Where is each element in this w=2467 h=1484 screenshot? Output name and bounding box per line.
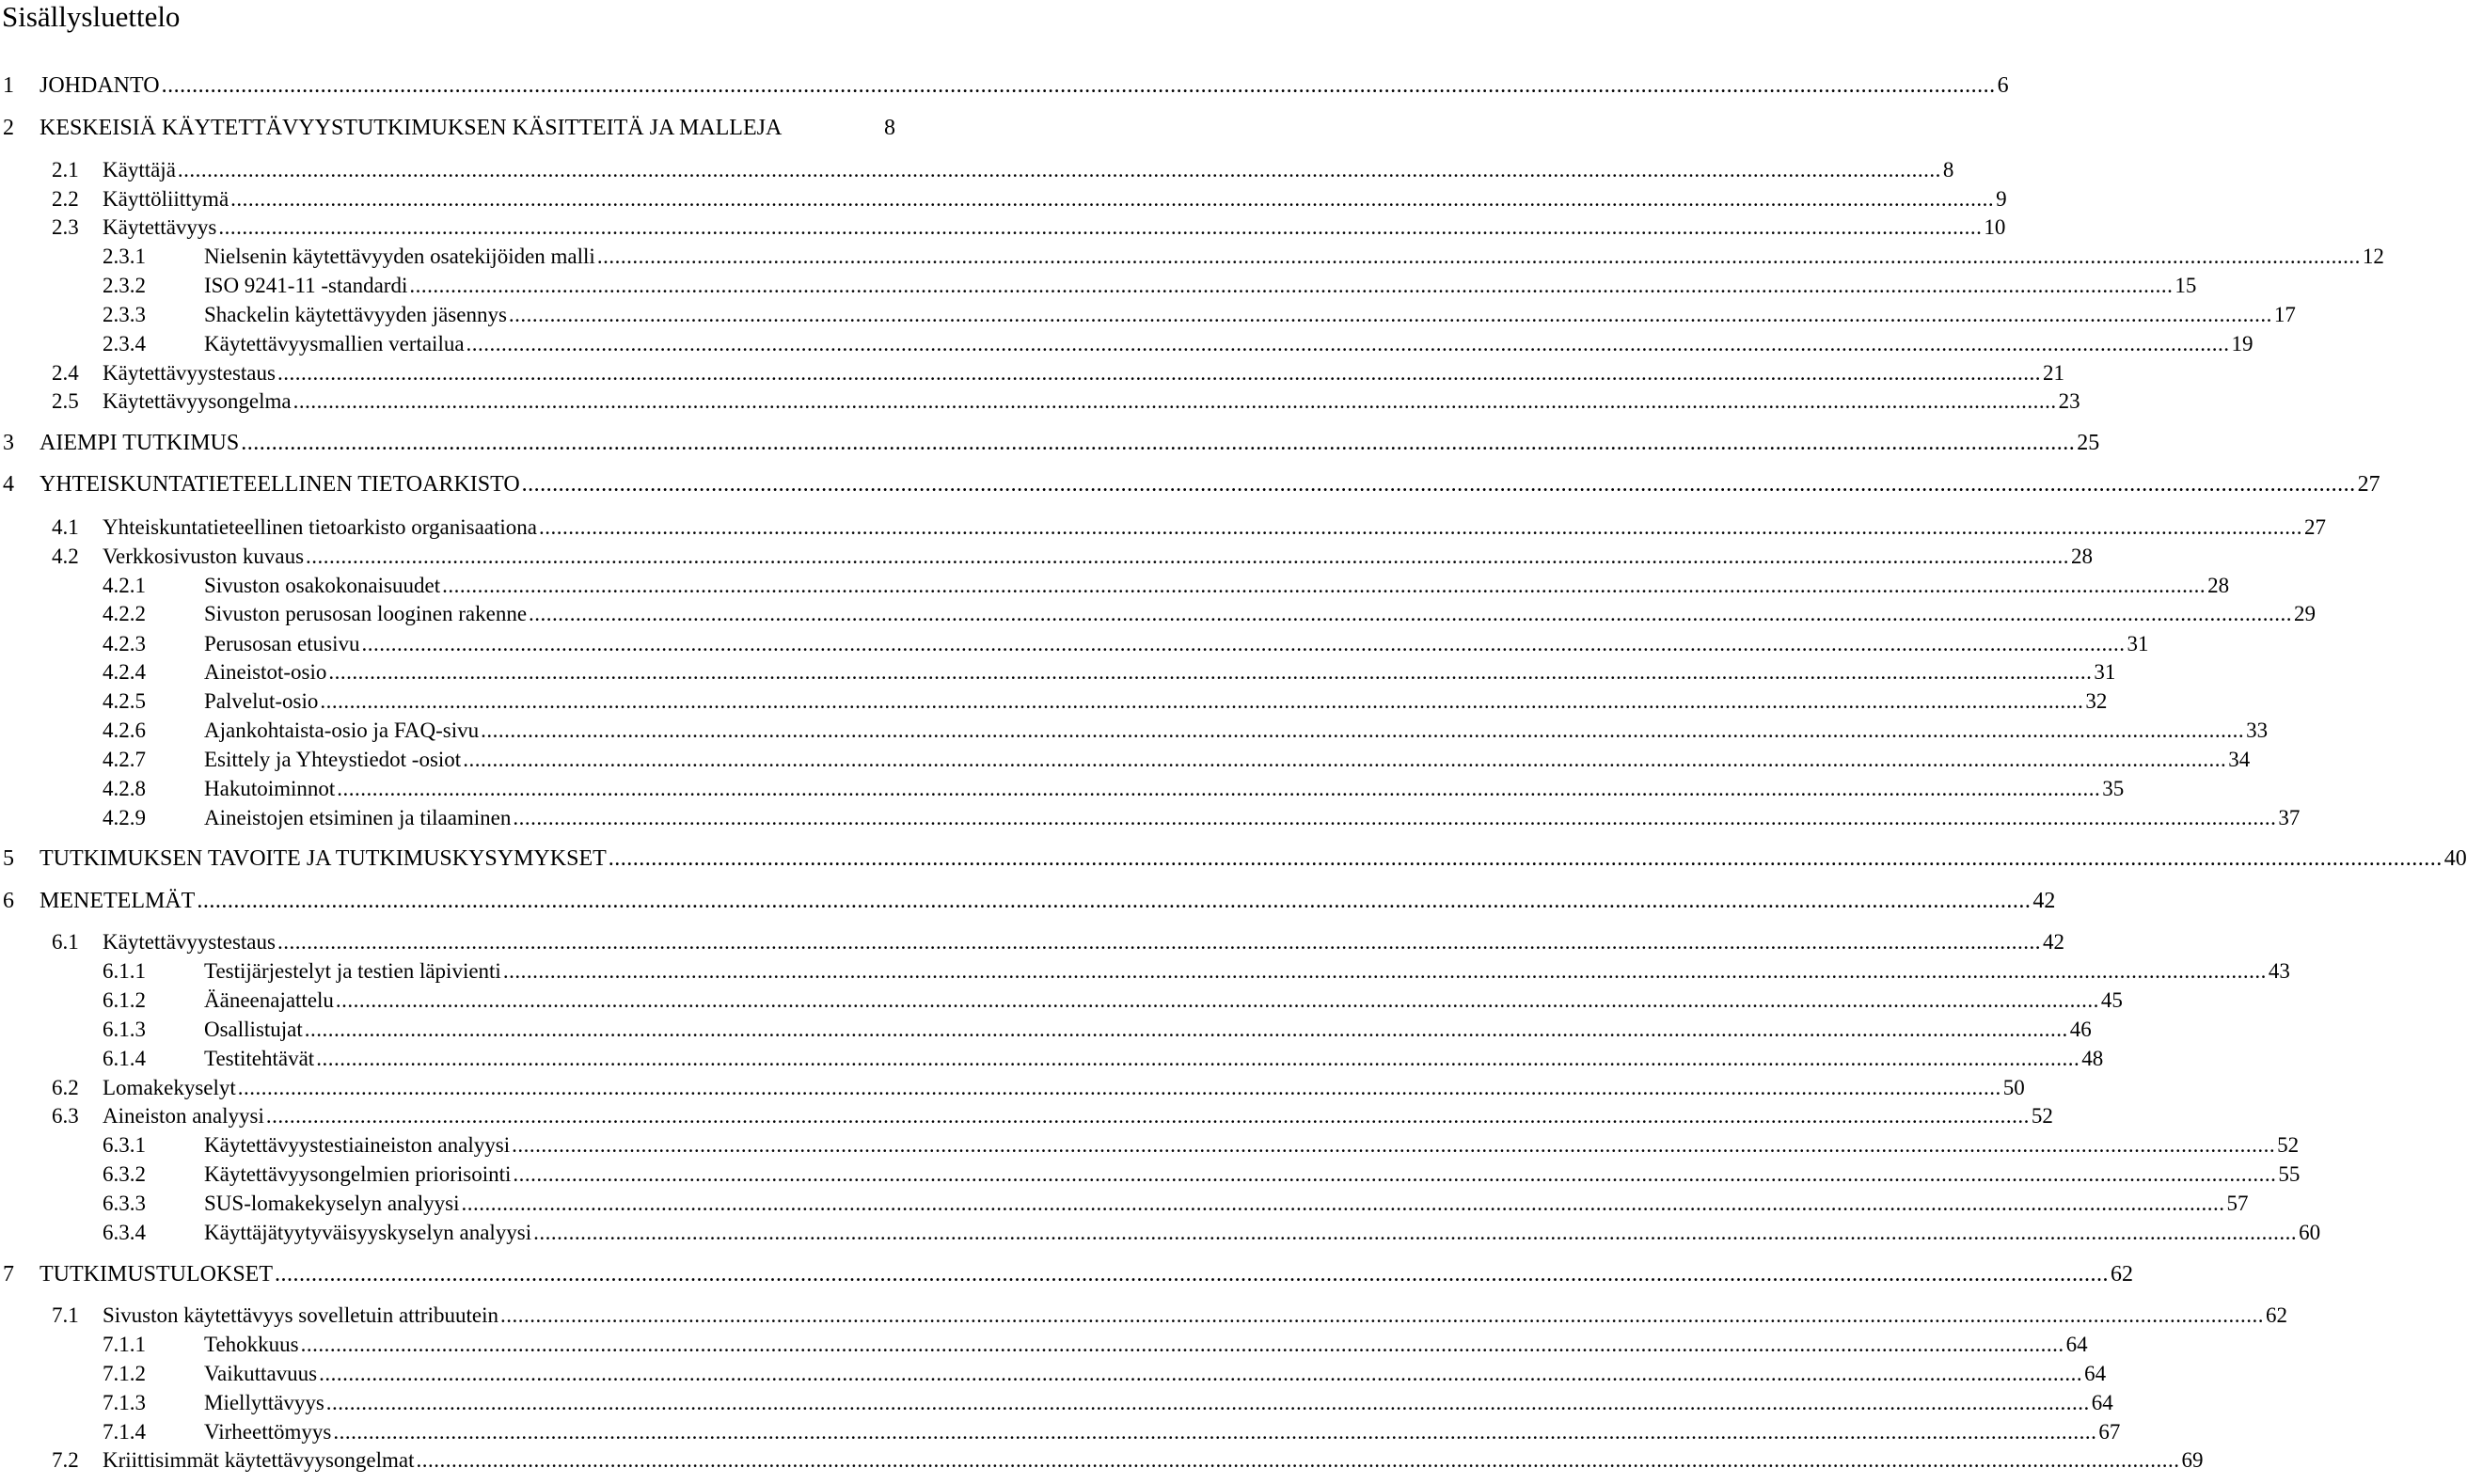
toc-entry-title: Sivuston käytettävyys sovelletuin attribuutein (103, 1303, 498, 1327)
toc-entry[interactable] (0, 687, 2108, 716)
toc-entry-number: 4.2.2 (103, 602, 146, 625)
dot-leader: ............................................................................................................................................................................................................................................................................................................ (539, 515, 2302, 539)
toc-entry-page: 23 (2058, 389, 2080, 413)
toc-entry-title: Hakutoiminnot (204, 777, 336, 800)
toc-entry-page: 64 (2084, 1362, 2107, 1385)
toc-entry-page: 10 (1984, 215, 2006, 239)
toc-entry-line (40, 845, 2467, 873)
toc-entry-number: 2.2 (52, 187, 79, 211)
toc-entry-number: 1 (3, 73, 14, 98)
toc-entry-number: 6.3 (52, 1104, 79, 1128)
toc-entry-title: Aineistot-osio (204, 660, 327, 684)
toc-entry[interactable] (0, 658, 2116, 687)
toc-entry[interactable] (0, 429, 2100, 457)
toc-entry[interactable] (0, 1389, 2113, 1417)
toc-entry-number: 4.2.7 (103, 748, 146, 771)
toc-entry-line (40, 114, 895, 142)
toc-entry-title: Testitehtävät (204, 1047, 315, 1070)
toc-entry-line (204, 1016, 2092, 1044)
toc-entry-title: TUTKIMUSTULOKSET (40, 1262, 273, 1287)
dot-leader: ............................................................................................................................................................................................................................................................................................................ (416, 1448, 2180, 1472)
toc-entry[interactable] (0, 213, 2006, 242)
toc-entry-page: 8 (1942, 158, 1954, 182)
toc-entry[interactable] (0, 330, 2254, 358)
toc-entry-line (103, 359, 2064, 387)
toc-entry[interactable] (0, 957, 2290, 986)
toc-entry[interactable] (0, 1446, 2204, 1475)
dot-leader: ............................................................................................................................................................................................................................................................................................................ (230, 187, 1995, 211)
toc-entry-page: 55 (2278, 1162, 2301, 1186)
toc-entry-title: Käytettävyysongelma (103, 389, 292, 413)
toc-entry-page: 21 (2042, 361, 2064, 385)
toc-entry-number: 4.2 (52, 545, 79, 568)
toc-entry-number: 6.1 (52, 930, 79, 954)
toc-entry-number: 7.1.4 (103, 1420, 146, 1444)
dot-leader: ............................................................................................................................................................................................................................................................................................................ (293, 389, 2057, 413)
dot-leader: ............................................................................................................................................................................................................................................................................................................ (481, 718, 2245, 742)
toc-entry-title: JOHDANTO (40, 73, 160, 98)
toc-entry-title: Käytettävyystestiaineiston analyysi (204, 1133, 511, 1157)
toc-entry[interactable] (0, 387, 2080, 416)
toc-entry-page: 42 (2042, 930, 2064, 954)
toc-entry-page: 33 (2246, 718, 2269, 742)
toc-entry-number: 6.1.2 (103, 988, 146, 1012)
toc-entry-title: Käyttöliittymä (103, 187, 229, 211)
toc-entry-title: Testijärjestelyt ja testien läpivienti (204, 959, 501, 983)
dot-leader: ............................................................................................................................................................................................................................................................................................................ (320, 689, 2084, 713)
toc-entry-number: 4.2.5 (103, 689, 146, 713)
toc-entry[interactable] (0, 1260, 2133, 1288)
toc-entry-line (204, 1219, 2321, 1247)
toc-entry-title: Lomakekyselyt (103, 1076, 236, 1099)
toc-entry-line (204, 987, 2123, 1015)
toc-entry-line (103, 1302, 2287, 1330)
toc-entry[interactable] (0, 775, 2125, 803)
toc-entry-page: 64 (2065, 1333, 2088, 1356)
dot-leader: ............................................................................................................................................................................................................................................................................................................ (237, 1076, 2001, 1099)
toc-entry-line (40, 887, 2056, 915)
toc-entry-title: ISO 9241-11 -standardi (204, 274, 408, 297)
dot-leader: ............................................................................................................................................................................................................................................................................................................ (325, 1391, 2090, 1414)
toc-entry-line (40, 1260, 2133, 1288)
toc-entry-page: 37 (2278, 806, 2301, 829)
toc-entry-number: 7.1 (52, 1303, 79, 1327)
toc-entry[interactable] (0, 359, 2064, 387)
toc-entry-title: Ääneenajattelu (204, 988, 334, 1012)
toc-entry-page: 62 (2265, 1303, 2287, 1327)
toc-entry-line (204, 658, 2116, 687)
dot-leader: ............................................................................................................................................................................................................................................................................................................ (608, 846, 2443, 871)
toc-entry[interactable] (0, 543, 2094, 571)
dot-leader: ............................................................................................................................................................................................................................................................................................................ (300, 1333, 2064, 1356)
toc-entry[interactable] (0, 1016, 2092, 1044)
toc-entry-page: 52 (2031, 1104, 2053, 1128)
toc-entry-number: 2 (3, 116, 14, 140)
dot-leader: ............................................................................................................................................................................................................................................................................................................ (335, 988, 2099, 1012)
toc-entry-number: 6.3.3 (103, 1192, 146, 1215)
toc-entry-page: 32 (2085, 689, 2108, 713)
toc-entry-line (103, 543, 2094, 571)
toc-entry[interactable] (0, 1102, 2053, 1130)
toc-entry-page: 67 (2098, 1420, 2121, 1444)
toc-entry-line (204, 1389, 2113, 1417)
toc-entry[interactable] (0, 301, 2296, 329)
toc-entry-line (103, 928, 2064, 956)
dot-leader: ............................................................................................................................................................................................................................................................................................................ (274, 1262, 2109, 1287)
toc-entry[interactable] (0, 1331, 2088, 1359)
toc-entry-number: 7.1.1 (103, 1333, 146, 1356)
toc-entry-number: 7.1.3 (103, 1391, 146, 1414)
toc-entry-line (204, 746, 2251, 774)
toc-entry-line (204, 1360, 2107, 1388)
toc-entry-number: 4.2.6 (103, 718, 146, 742)
toc-entry-line (103, 1102, 2053, 1130)
toc-entry-page: 27 (2357, 472, 2380, 497)
dot-leader: ............................................................................................................................................................................................................................................................................................................ (319, 1362, 2083, 1385)
toc-entry-title: Vaikuttavuus (204, 1362, 318, 1385)
toc-entry-line (204, 775, 2125, 803)
toc-entry-title: Perusosan etusivu (204, 632, 360, 655)
toc-entry-line (204, 243, 2384, 271)
toc-entry-page: 15 (2174, 274, 2197, 297)
toc-entry-line (103, 513, 2326, 542)
dot-leader: ............................................................................................................................................................................................................................................................................................................ (502, 959, 2267, 983)
toc-entry-page: 9 (1996, 187, 2007, 211)
toc-entry-number: 4.2.8 (103, 777, 146, 800)
toc-entry-number: 4.1 (52, 515, 79, 539)
toc-entry-number: 6.1.3 (103, 1018, 146, 1041)
toc-entry-number: 6.2 (52, 1076, 79, 1099)
toc-entry-number: 2.5 (52, 389, 79, 413)
toc-entry-line (204, 600, 2317, 628)
toc-entry-page: 50 (2002, 1076, 2025, 1099)
toc-entry-line (103, 387, 2080, 416)
toc-entry-number: 6.1.1 (103, 959, 146, 983)
toc-entry-title: Tehokkuus (204, 1333, 299, 1356)
toc-entry-line (204, 1190, 2249, 1218)
toc-entry[interactable] (0, 928, 2064, 956)
toc-entry[interactable] (0, 1418, 2121, 1446)
toc-entry-number: 7.1.2 (103, 1362, 146, 1385)
toc-entry-line (204, 1045, 2104, 1073)
toc-entry-page: 28 (2207, 574, 2230, 597)
toc-entry-number: 6.1.4 (103, 1047, 146, 1070)
toc-entry-page: 25 (2077, 431, 2100, 455)
toc-entry[interactable] (0, 630, 2149, 658)
toc-entry-number: 7.2 (52, 1448, 79, 1472)
toc-entry-number: 6 (3, 889, 14, 913)
toc-entry-title: Käyttäjä (103, 158, 176, 182)
toc-entry-line (204, 1418, 2121, 1446)
toc-entry-line (204, 717, 2269, 745)
toc-entry-title: KESKEISIÄ KÄYTETTÄVYYSTUTKIMUKSEN KÄSITTEITÄ JA MALLEJA (40, 116, 783, 140)
toc-entry[interactable] (0, 1302, 2287, 1330)
toc-entry[interactable] (0, 1190, 2249, 1218)
toc-entry-line (204, 957, 2290, 986)
toc-entry-page: 34 (2228, 748, 2251, 771)
toc-entry-title: Osallistujat (204, 1018, 303, 1041)
toc-entry[interactable] (0, 1160, 2301, 1189)
page-title: Sisällysluettelo (2, 0, 181, 33)
toc-entry-page: 48 (2081, 1047, 2104, 1070)
toc-entry-line (204, 630, 2149, 658)
toc-entry-title: Käytettävyysongelmien priorisointi (204, 1162, 512, 1186)
toc-entry-number: 4 (3, 472, 14, 497)
toc-entry-number: 2.3.2 (103, 274, 146, 297)
toc-entry-title: AIEMPI TUTKIMUS (40, 431, 240, 455)
toc-entry[interactable] (0, 887, 2056, 915)
toc-entry-page: 17 (2273, 303, 2296, 326)
toc-entry-page: 8 (884, 116, 895, 140)
toc-entry[interactable] (0, 272, 2197, 300)
toc-entry-line (103, 156, 1954, 184)
toc-entry-title: Aineistojen etsiminen ja tilaaminen (204, 806, 512, 829)
toc-entry-page: 42 (2032, 889, 2056, 913)
toc-entry-number: 6.3.4 (103, 1221, 146, 1244)
dot-leader: ............................................................................................................................................................................................................................................................................................................ (461, 1192, 2225, 1215)
toc-entry-line (204, 1131, 2300, 1160)
dot-leader: ............................................................................................................................................................................................................................................................................................................ (304, 1018, 2068, 1041)
toc-entry-number: 7 (3, 1262, 14, 1287)
toc-entry-title: Käytettävyysmallien vertailua (204, 332, 465, 355)
toc-entry-title: Miellyttävyys (204, 1391, 324, 1414)
toc-entry-number: 2.1 (52, 158, 79, 182)
toc-entry[interactable] (0, 513, 2326, 542)
toc-entry-line (103, 1446, 2204, 1475)
toc-entry-page: 19 (2231, 332, 2254, 355)
toc-entry-number: 6.3.1 (103, 1133, 146, 1157)
toc-entry-page: 6 (1997, 73, 2009, 98)
toc-entry-title: Käytettävyys (103, 215, 217, 239)
dot-leader: ............................................................................................................................................................................................................................................................................................................ (161, 73, 1996, 98)
dot-leader: ............................................................................................................................................................................................................................................................................................................ (333, 1420, 2097, 1444)
toc-entry-page: 29 (2294, 602, 2317, 625)
toc-entry-title: Käytettävyystestaus (103, 930, 276, 954)
toc-entry-title: Verkkosivuston kuvaus (103, 545, 305, 568)
dot-leader: ............................................................................................................................................................................................................................................................................................................ (306, 545, 2070, 568)
toc-entry-page: 31 (2094, 660, 2116, 684)
dot-leader: ............................................................................................................................................................................................................................................................................................................ (328, 660, 2093, 684)
toc-entry-title: Sivuston osakokonaisuudet (204, 574, 441, 597)
toc-entry-number: 2.3.1 (103, 245, 146, 268)
toc-entry-title: Kriittisimmät käytettävyysongelmat (103, 1448, 415, 1472)
toc-entry-line (40, 470, 2380, 498)
dot-leader: ............................................................................................................................................................................................................................................................................................................ (177, 158, 1941, 182)
toc-entry-number: 4.2.9 (103, 806, 146, 829)
toc-entry[interactable] (0, 717, 2269, 745)
toc-entry-number: 5 (3, 846, 14, 871)
toc-entry-number: 2.3.4 (103, 332, 146, 355)
dot-leader: ............................................................................................................................................................................................................................................................................................................ (513, 806, 2277, 829)
toc-entry-line (40, 71, 2009, 100)
toc-entry-line (204, 330, 2254, 358)
toc-entry-page: 12 (2362, 245, 2384, 268)
toc-entry-line (103, 185, 2007, 213)
toc-entry-page: 31 (2127, 632, 2149, 655)
toc-entry[interactable] (0, 746, 2251, 774)
toc-entry-page: 27 (2304, 515, 2326, 539)
dot-leader: ............................................................................................................................................................................................................................................................................................................ (499, 1303, 2264, 1327)
dot-leader: ............................................................................................................................................................................................................................................................................................................ (316, 1047, 2080, 1070)
toc-entry-title: Yhteiskuntatieteellinen tietoarkisto organisaationa (103, 515, 537, 539)
toc-entry[interactable] (0, 572, 2230, 600)
toc-entry[interactable] (0, 600, 2317, 628)
toc-entry-number: 4.2.4 (103, 660, 146, 684)
toc-entry-number: 2.3 (52, 215, 79, 239)
toc-entry-page: 28 (2071, 545, 2094, 568)
toc-entry[interactable] (0, 845, 2467, 873)
toc-entry-title: TUTKIMUKSEN TAVOITE JA TUTKIMUSKYSYMYKSET (40, 846, 607, 871)
dot-leader: ............................................................................................................................................................................................................................................................................................................ (466, 332, 2230, 355)
toc-entry-number: 2.3.3 (103, 303, 146, 326)
toc-entry-title: SUS-lomakekyselyn analyysi (204, 1192, 460, 1215)
toc-entry-title: Esittely ja Yhteystiedot -osiot (204, 748, 462, 771)
toc-entry-line (204, 804, 2301, 832)
toc-entry-title: Käytettävyystestaus (103, 361, 276, 385)
toc-entry-line (204, 301, 2296, 329)
toc-entry[interactable] (0, 114, 903, 142)
dot-leader: ............................................................................................................................................................................................................................................................................................................ (463, 748, 2227, 771)
toc-entry-title: Sivuston perusosan looginen rakenne (204, 602, 528, 625)
toc-entry[interactable] (0, 1219, 2321, 1247)
dot-leader: ............................................................................................................................................................................................................................................................................................................ (337, 777, 2101, 800)
toc-entry-page: 35 (2102, 777, 2125, 800)
dot-leader: ............................................................................................................................................................................................................................................................................................................ (409, 274, 2174, 297)
toc-entry[interactable] (0, 987, 2123, 1015)
toc-entry[interactable] (0, 1360, 2107, 1388)
toc-entry-title: Käyttäjätyytyväisyyskyselyn analyysi (204, 1221, 532, 1244)
toc-entry-title: MENETELMÄT (40, 889, 196, 913)
toc-entry-line (103, 213, 2006, 242)
toc-entry[interactable] (0, 243, 2384, 271)
toc-entry-page: 64 (2091, 1391, 2113, 1414)
toc-entry-page: 60 (2299, 1221, 2321, 1244)
toc-entry-line (204, 1160, 2301, 1189)
toc-entry-line (40, 429, 2100, 457)
toc-entry[interactable] (0, 804, 2301, 832)
toc-entry[interactable] (0, 1074, 2025, 1102)
dot-leader: ............................................................................................................................................................................................................................................................................................................ (513, 1162, 2277, 1186)
toc-entry[interactable] (0, 71, 2009, 100)
toc-entry-page: 62 (2110, 1262, 2133, 1287)
dot-leader: ............................................................................................................................................................................................................................................................................................................ (533, 1221, 2298, 1244)
toc-entry-number: 6.3.2 (103, 1162, 146, 1186)
toc-entry-number: 4.2.1 (103, 574, 146, 597)
toc-entry[interactable] (0, 156, 1954, 184)
dot-leader: ............................................................................................................................................................................................................................................................................................................ (197, 889, 2032, 913)
dot-leader: ............................................................................................................................................................................................................................................................................................................ (361, 632, 2126, 655)
dot-leader: ............................................................................................................................................................................................................................................................................................................ (529, 602, 2293, 625)
toc-entry-page: 46 (2069, 1018, 2092, 1041)
dot-leader: ............................................................................................................................................................................................................................................................................................................ (508, 303, 2272, 326)
toc-entry-number: 4.2.3 (103, 632, 146, 655)
toc-entry-title: Palvelut-osio (204, 689, 319, 713)
dot-leader: ............................................................................................................................................................................................................................................................................................................ (218, 215, 1983, 239)
toc-entry-title: Shackelin käytettävyyden jäsennys (204, 303, 507, 326)
toc-entry-number: 2.4 (52, 361, 79, 385)
dot-leader: ............................................................................................................................................................................................................................................................................................................ (512, 1133, 2276, 1157)
toc-entry-page: 69 (2181, 1448, 2204, 1472)
dot-leader: ............................................................................................................................................................................................................................................................................................................ (265, 1104, 2030, 1128)
toc-entry-line (204, 272, 2197, 300)
dot-leader: ............................................................................................................................................................................................................................................................................................................ (521, 472, 2356, 497)
dot-leader: ............................................................................................................................................................................................................................................................................................................ (596, 245, 2361, 268)
toc-entry-page: 43 (2268, 959, 2290, 983)
toc-entry[interactable] (0, 185, 2007, 213)
toc-entry-title: Nielsenin käytettävyyden osatekijöiden malli (204, 245, 595, 268)
toc-entry[interactable] (0, 1131, 2300, 1160)
toc-entry-title: Virheettömyys (204, 1420, 332, 1444)
toc-entry-line (103, 1074, 2025, 1102)
toc-entry-line (204, 687, 2108, 716)
dot-leader: ............................................................................................................................................................................................................................................................................................................ (277, 361, 2041, 385)
toc-entry-title: Aineiston analyysi (103, 1104, 264, 1128)
toc-entry[interactable] (0, 470, 2380, 498)
toc-entry-title: YHTEISKUNTATIETEELLINEN TIETOARKISTO (40, 472, 520, 497)
dot-leader: ............................................................................................................................................................................................................................................................................................................ (442, 574, 2206, 597)
toc-entry-title: Ajankohtaista-osio ja FAQ-sivu (204, 718, 480, 742)
toc-entry-page: 45 (2100, 988, 2123, 1012)
toc-entry[interactable] (0, 1045, 2104, 1073)
toc-entry-page: 52 (2277, 1133, 2300, 1157)
toc-entry-number: 3 (3, 431, 14, 455)
dot-leader: ............................................................................................................................................................................................................................................................................................................ (241, 431, 2076, 455)
toc-entry-page: 40 (2443, 846, 2467, 871)
dot-leader: ............................................................................................................................................................................................................................................................................................................ (277, 930, 2041, 954)
toc-entry-line (204, 572, 2230, 600)
toc-entry-line (204, 1331, 2088, 1359)
toc-entry-page: 57 (2226, 1192, 2249, 1215)
